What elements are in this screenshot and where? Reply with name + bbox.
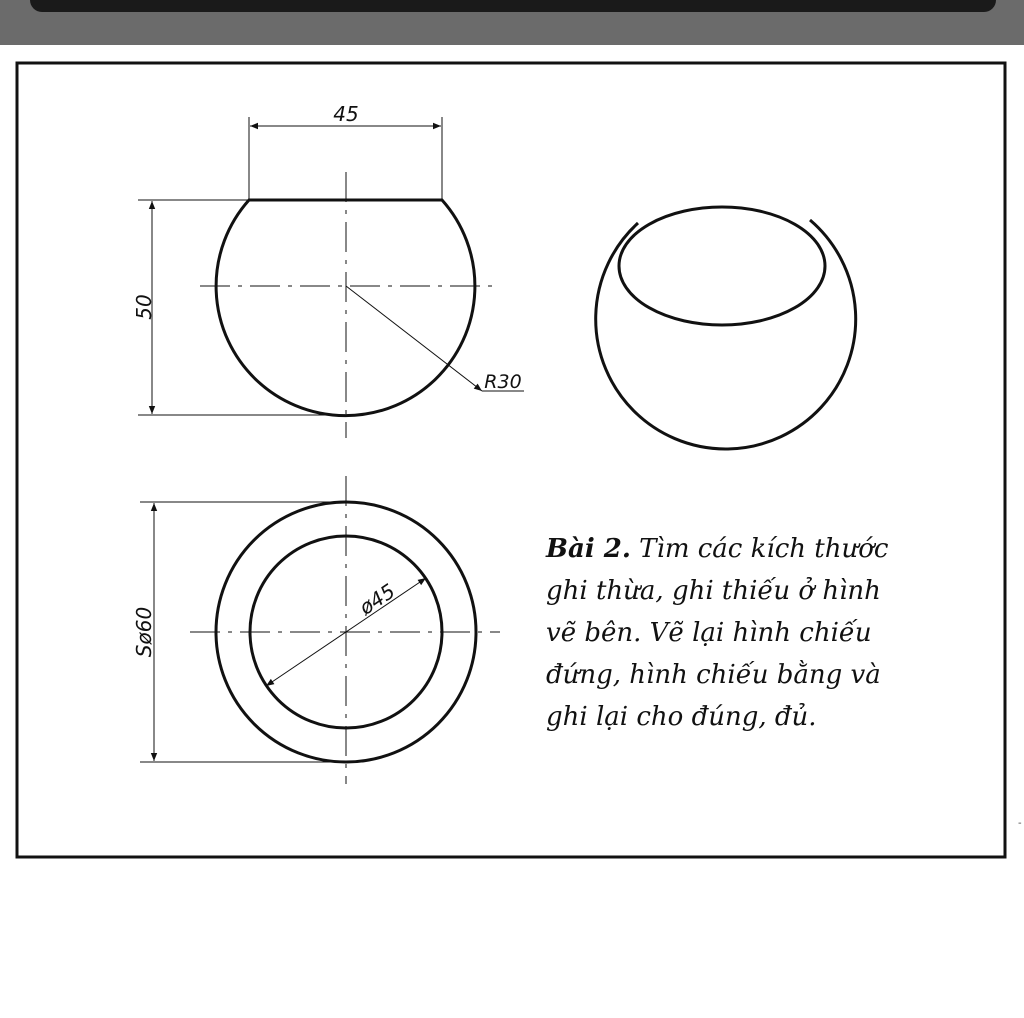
exercise-text — [546, 528, 906, 738]
dim-radius-label: R30 — [484, 371, 522, 393]
exercise-line-1 — [546, 528, 906, 570]
exercise-text-line-3: vẽ bên. Vẽ lại hình chiếu — [546, 618, 872, 648]
dim-inner-diameter-label: ø45 — [354, 578, 400, 620]
exercise-text-line-4: đứng, hình chiếu bằng và — [546, 660, 881, 690]
dim-r30-leader — [346, 286, 482, 391]
pictorial-sphere-outline — [596, 220, 856, 449]
dim-top-width-label: 45 — [333, 102, 359, 126]
exercise-text-line-2: ghi thừa, ghi thiếu ở hình — [546, 576, 881, 606]
exercise-text-line-5: ghi lại cho đúng, đủ. — [546, 702, 817, 732]
pictorial-top-opening — [619, 207, 825, 325]
exercise-label: Bài 2. — [546, 534, 631, 564]
top-view — [132, 476, 500, 784]
front-view — [132, 102, 524, 438]
dim-height-label: 50 — [132, 294, 156, 320]
pictorial-view — [596, 207, 856, 449]
exercise-text-line-1: Tìm các kích thước — [630, 534, 889, 564]
edge-mark: - — [1018, 818, 1022, 829]
dim-sphere-diameter-label: Sø60 — [132, 606, 156, 658]
